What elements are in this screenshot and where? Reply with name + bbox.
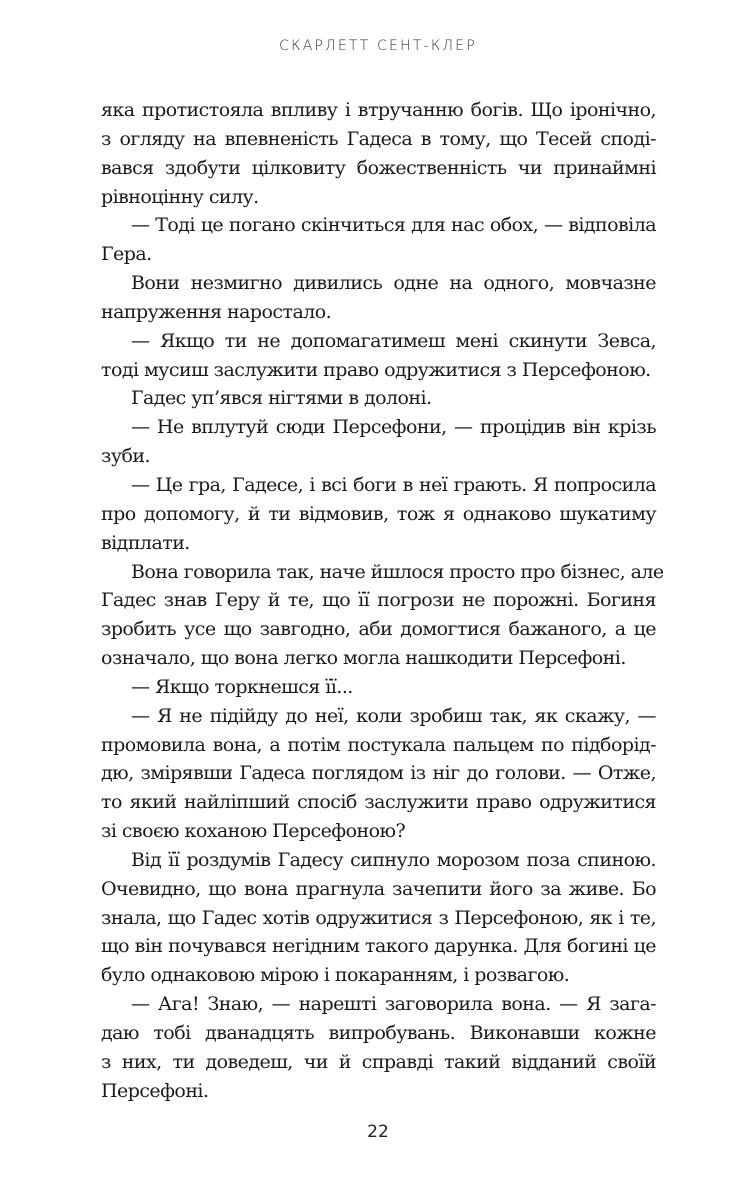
text-line: відплати. xyxy=(101,531,190,554)
running-head: СКАРЛЕТТ СЕНТ-КЛЕР xyxy=(279,38,477,54)
paragraph xyxy=(101,327,656,385)
text-line: промовила вона, а потім постукала пальцем по підборід- xyxy=(101,733,656,756)
text-line: тоді мусиш заслужити право одружитися з Персефоною. xyxy=(101,358,651,381)
text-line: яка протистояла впливу і втручанню богів. Що іронічно, xyxy=(101,99,656,121)
text-line: — Якщо торкнешся її... xyxy=(131,675,353,698)
text-line: зробить усе що завгодно, аби домогтися бажаного, а це xyxy=(101,618,656,641)
body-text xyxy=(101,96,664,1106)
text-line: — Ага! Знаю, — нарешті заговорила вона. — Я зага- xyxy=(131,993,656,1016)
text-line: зі своєю коханою Персефоною? xyxy=(101,820,406,843)
text-line: Персефоні. xyxy=(101,1079,209,1102)
text-line: — Якщо ти не допомагатимеш мені скинути Зевса, xyxy=(131,329,656,352)
text-line: що він почувався негідним такого дарунка. Для богині це xyxy=(101,935,656,958)
text-line: з них, ти доведеш, чи й справді такий відданий своїй xyxy=(101,1050,656,1073)
text-line: про допомогу, й ти відмовив, тож я однаково шукатиму xyxy=(101,502,656,525)
paragraph xyxy=(101,384,656,413)
paragraph xyxy=(101,558,664,673)
text-line: Вона говорила так, наче йшлося просто про бізнес, але xyxy=(131,560,664,583)
text-line: — Це гра, Гадесе, і всі боги в неї грають. Я попросила xyxy=(131,473,656,496)
text-line: зуби. xyxy=(101,445,150,468)
page-number: 22 xyxy=(367,1122,389,1142)
text-line: Гадес знав Геру й те, що її погрози не порожні. Богиня xyxy=(101,589,656,612)
text-line: даю тобі дванадцять випробувань. Виконавши кожне xyxy=(101,1022,656,1044)
text-line: напруження наростало. xyxy=(101,300,332,323)
text-line: з огляду на впевненість Гадеса в тому, що Тесей сподi- xyxy=(101,127,656,150)
paragraph xyxy=(101,990,656,1105)
text-line: Гера. xyxy=(101,243,152,266)
text-line: рівноцінну силу. xyxy=(101,185,259,208)
text-line: Від її роздумів Гадесу сипнуло морозом поза спиною. xyxy=(131,848,656,871)
text-line: — Не вплутуй сюди Персефони, — процідив він крізь xyxy=(131,416,656,439)
paragraph xyxy=(101,269,656,327)
text-line: вався здобути цілковиту божественність чи принаймні xyxy=(101,156,656,179)
paragraph xyxy=(101,413,656,471)
text-line: дю, змірявши Гадеса поглядом із ніг до голови. — Отже, xyxy=(101,762,656,785)
paragraph xyxy=(101,471,656,558)
text-line: Вони незмигно дивились одне на одного, мовчазне xyxy=(131,272,656,295)
text-line: — Я не підійду до неї, коли зробиш так, як скажу, — xyxy=(131,704,656,727)
text-line: означало, що вона легко могла нашкодити Персефоні. xyxy=(101,647,626,670)
text-line: знала, що Гадес хотів одружитися з Персефоною, як і те, xyxy=(101,906,656,929)
paragraph xyxy=(101,702,656,846)
paragraph xyxy=(101,673,656,702)
paragraph xyxy=(101,96,656,211)
text-line: Гадес уп’явся нігтями в долоні. xyxy=(131,387,432,410)
text-line: Очевидно, що вона прагнула зачепити його за живе. Бо xyxy=(101,877,656,900)
text-line: то який найліпший спосіб заслужити право одружитися xyxy=(101,791,656,814)
text-line: — Тоді це погано скінчиться для нас обох, — відповіла xyxy=(131,214,656,237)
text-line: було однаковою мірою і покаранням, і розвагою. xyxy=(101,964,570,987)
paragraph xyxy=(101,211,656,269)
paragraph xyxy=(101,846,656,990)
